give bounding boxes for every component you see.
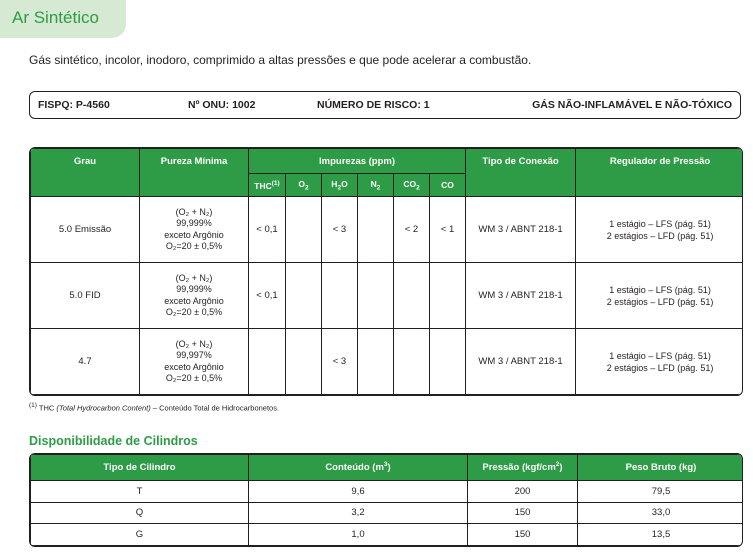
product-description: Gás sintético, incolor, inodoro, comprimido a altas pressões e que pode acelerar a combustão.	[29, 53, 532, 67]
spec-header-row	[31, 149, 744, 174]
col-conexao: Tipo de Conexão	[466, 149, 576, 197]
grau-cell: 5.0 Emissão	[31, 197, 140, 263]
gas-class: GÁS NÃO-INFLAMÁVEL E NÃO-TÓXICO	[532, 99, 732, 111]
col-impurezas: Impurezas (ppm)	[249, 149, 466, 174]
col-n2: $N_2$	[358, 174, 394, 197]
regulador-cell: 1 estágio – LFS (pág. 51) 2 estágios – LFD (pág. 51)	[576, 263, 743, 329]
conexao-cell: WM 3 / ABNT 218-1	[466, 329, 576, 395]
risk-number: NÚMERO DE RISCO: 1	[317, 99, 430, 111]
regulador-cell: 1 estágio – LFS (pág. 51) 2 estágios – LFD (pág. 51)	[576, 329, 743, 395]
co2-cell	[394, 329, 430, 395]
cylinders-header-row	[31, 455, 744, 481]
o2-cell	[286, 197, 322, 263]
pureza-cell: (O₂ + N₂) 99,999% exceto Argônio O₂=20 ± 0,5%	[140, 263, 249, 329]
h2o-cell: < 3	[322, 329, 358, 395]
peso-cell: 79,5	[578, 481, 744, 503]
table-row	[31, 502, 744, 524]
tipo-cell: T	[31, 481, 249, 503]
col-tipo-cilindro: Tipo de Cilindro	[31, 455, 249, 481]
col-co: CO	[430, 174, 466, 197]
thc-cell	[249, 329, 286, 395]
col-thc: THC$^{(1)}$	[249, 174, 286, 197]
pureza-cell: (O₂ + N₂) 99,999% exceto Argônio O₂=20 ± 0,5%	[140, 197, 249, 263]
title-band	[0, 0, 126, 38]
col-o2: $O_2$	[286, 174, 322, 197]
table-row	[31, 263, 744, 329]
conteudo-cell: 9,6	[249, 481, 468, 503]
thc-cell: < 0,1	[249, 197, 286, 263]
thc-cell: < 0,1	[249, 263, 286, 329]
co2-cell	[394, 263, 430, 329]
col-co2: $CO_2$	[394, 174, 430, 197]
conexao-cell: WM 3 / ABNT 218-1	[466, 263, 576, 329]
tipo-cell: G	[31, 524, 249, 546]
col-peso-bruto: Peso Bruto (kg)	[578, 455, 744, 481]
pressao-cell: 150	[468, 524, 578, 546]
table-row	[31, 197, 744, 263]
co-cell: < 1	[430, 197, 466, 263]
co-cell	[430, 263, 466, 329]
col-h2o: $H_2O$	[322, 174, 358, 197]
conexao-cell: WM 3 / ABNT 218-1	[466, 197, 576, 263]
spec-table	[29, 147, 743, 396]
page-title: Ar Sintético	[12, 8, 99, 27]
onu-number: Nº ONU: 1002	[188, 99, 256, 111]
peso-cell: 13,5	[578, 524, 744, 546]
n2-cell	[358, 197, 394, 263]
conteudo-cell: 1,0	[249, 524, 468, 546]
h2o-cell: < 3	[322, 197, 358, 263]
safety-info-box	[29, 91, 741, 119]
tipo-cell: Q	[31, 502, 249, 524]
col-pureza: Pureza Mínima	[140, 149, 249, 197]
peso-cell: 33,0	[578, 502, 744, 524]
cylinders-section-title: Disponibilidade de Cilindros	[29, 434, 198, 448]
o2-cell	[286, 329, 322, 395]
n2-cell	[358, 329, 394, 395]
table-row	[31, 524, 744, 546]
col-conteudo: Conteúdo $(m^3)$	[249, 455, 468, 481]
h2o-cell	[322, 263, 358, 329]
pressao-cell: 150	[468, 502, 578, 524]
grau-cell: 4.7	[31, 329, 140, 395]
col-regulador: Regulador de Pressão	[576, 149, 743, 197]
n2-cell	[358, 263, 394, 329]
table-row	[31, 329, 744, 395]
thc-footnote: $^{(1)}$ THC (Total Hydrocarbon Content) – Conteúdo Total de Hidrocarbonetos.	[29, 402, 280, 413]
table-row	[31, 481, 744, 503]
grau-cell: 5.0 FID	[31, 263, 140, 329]
col-pressao: Pressão $(kgf/cm^2)$	[468, 455, 578, 481]
pressao-cell: 200	[468, 481, 578, 503]
conteudo-cell: 3,2	[249, 502, 468, 524]
col-grau: Grau	[31, 149, 140, 197]
o2-cell	[286, 263, 322, 329]
pureza-cell: (O₂ + N₂) 99,997% exceto Argônio O₂=20 ± 0,5%	[140, 329, 249, 395]
co-cell	[430, 329, 466, 395]
regulador-cell: 1 estágio – LFS (pág. 51) 2 estágios – LFD (pág. 51)	[576, 197, 743, 263]
cylinders-table	[29, 453, 743, 547]
fispq-label: FISPQ: P-4560	[38, 99, 110, 111]
co2-cell: < 2	[394, 197, 430, 263]
